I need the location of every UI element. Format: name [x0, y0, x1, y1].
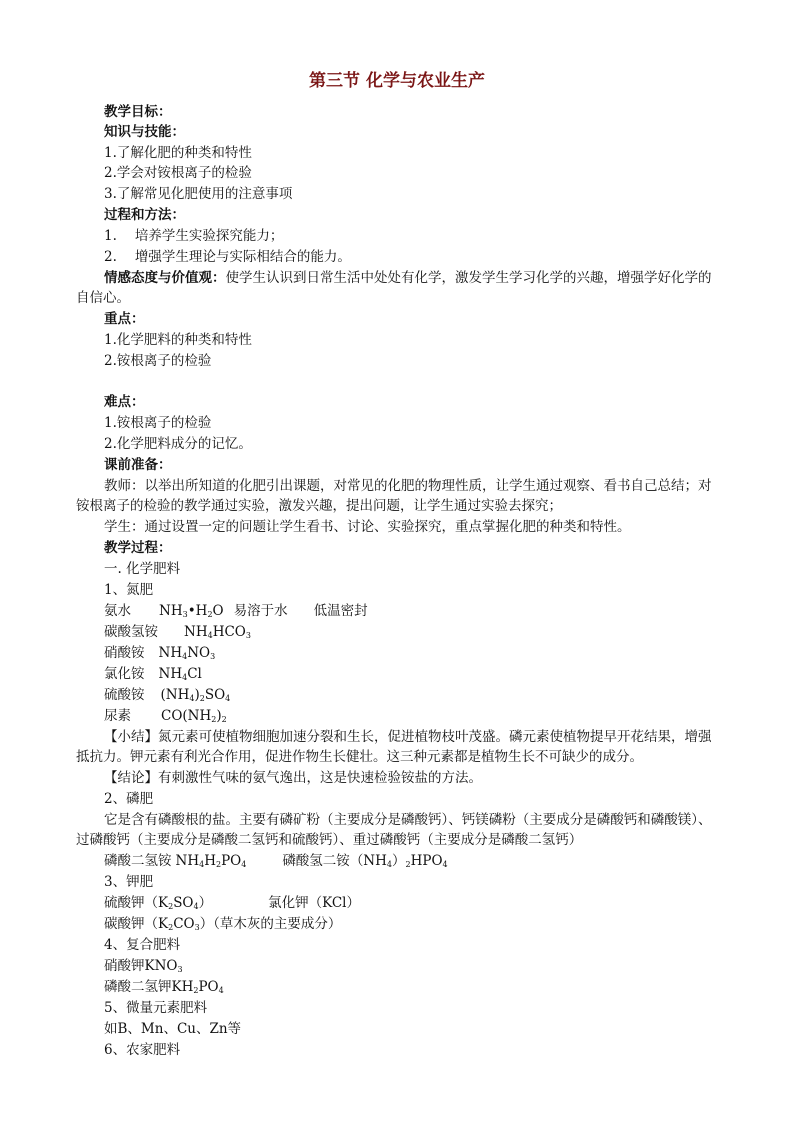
- list-item: 2.化学肥料成分的记忆。: [104, 436, 252, 452]
- formula: $NH_4H_2PO_4$: [175, 853, 247, 869]
- fertilizer-name: 磷酸二氢钾: [104, 979, 172, 995]
- formula: $(NH_4)_2SO_4$: [160, 687, 231, 703]
- fertilizer-name: 碳酸钾: [104, 916, 145, 932]
- fertilizer-name: 氯化铵: [104, 666, 145, 682]
- fertilizer-name: 磷酸氢二铵: [282, 853, 350, 869]
- formula: $KH_2PO_4$: [171, 979, 224, 995]
- formula: $NH_4Cl$: [158, 666, 202, 682]
- fertilizer-row: [104, 956, 183, 976]
- micro-text: 如B、Mn、Cu、Zn等: [104, 1021, 242, 1037]
- list-item: 2.学会对铵根离子的检验: [104, 165, 252, 181]
- fertilizer-row: [104, 977, 224, 997]
- fertilizer-name: 氨水: [104, 603, 131, 619]
- summary-paragraph: 【小结】氮元素可使植物细胞加速分裂和生长，促进植物枝叶茂盛。磷元素使植物提早开花结果，增强抵抗力。钾元素有利光合作用，促进作物生长健壮。这三种元素都是植物生长不可缺少的成分。: [76, 729, 712, 765]
- list-item: [104, 247, 351, 267]
- conclusion-paragraph: 【结论】有刺激性气味的氨气逸出，这是快速检验铵盐的方法。: [104, 770, 482, 786]
- item-text: 培养学生实验探究能力；: [134, 228, 284, 244]
- potassium-heading: 3、钾肥: [104, 874, 154, 890]
- teacher-paragraph: 教师：以举出所知道的化肥引出课题，对常见的化肥的物理性质，让学生通过观察、看书自己总结；对铵根离子的检验的教学通过实验，激发兴趣，提出问题，让学生通过实验去探究；: [76, 478, 712, 514]
- formula: $NH_4NO_3$: [158, 645, 216, 661]
- fertilizer-row: [104, 664, 202, 684]
- knowledge-heading: 知识与技能：: [104, 124, 185, 140]
- section-heading: 一. 化学肥料: [104, 561, 181, 577]
- list-item: 3.了解常见化肥使用的注意事项: [104, 186, 293, 202]
- formula: （KCl）: [308, 895, 360, 911]
- fertilizer-row: [104, 643, 215, 663]
- list-item: 1.化学肥料的种类和特性: [104, 332, 252, 348]
- list-item: 1.铵根离子的检验: [104, 415, 212, 431]
- fertilizer-row: [104, 914, 341, 934]
- page-title: 第三节 化学与农业生产: [309, 71, 485, 91]
- key-heading: 重点：: [104, 311, 145, 327]
- item-text: 增强学生理论与实际相结合的能力。: [134, 249, 351, 265]
- fertilizer-name: 磷酸二氢铵: [104, 853, 172, 869]
- item-number: 2.: [104, 249, 117, 265]
- phosphorus-paragraph: 它是含有磷酸根的盐。主要有磷矿粉（主要成分是磷酸钙）、钙镁磷粉（主要成分是磷酸钙和磷酸镁）、过磷酸钙（主要成分是磷酸二氢钙和硫酸钙）、重过磷酸钙（主要成分是磷酸二氢钙）: [76, 812, 712, 848]
- list-item: 1.了解化肥的种类和特性: [104, 145, 252, 161]
- property: 易溶于水: [233, 603, 288, 619]
- property: 低温密封: [313, 603, 368, 619]
- fertilizer-name: 尿素: [104, 708, 131, 724]
- formula: $CO(NH_2)_2$: [161, 708, 227, 724]
- formula: $(K_2CO_3)$（草木灰的主要成分）: [144, 916, 342, 932]
- process-heading: 过程和方法：: [104, 207, 185, 223]
- micro-heading: 5、微量元素肥料: [104, 1000, 208, 1016]
- prep-heading: 课前准备：: [104, 457, 172, 473]
- list-item: [104, 226, 283, 246]
- process2-heading: 教学过程：: [104, 540, 172, 556]
- fertilizer-name: 硫酸钾: [104, 895, 145, 911]
- goals-heading: 教学目标：: [104, 104, 172, 120]
- formula: $(K_2SO_4)$: [144, 895, 213, 911]
- list-item: 2.铵根离子的检验: [104, 353, 212, 369]
- fertilizer-row: [104, 893, 360, 913]
- formula: $KNO_3$: [144, 958, 183, 974]
- formula: $NH_3•H_2O$: [159, 603, 224, 619]
- emotion-text: 使学生认识到日常生活中处处有化学，激发学生学习化学的兴趣，增强学好化学的自信心。: [76, 270, 712, 306]
- emotion-label: 情感态度与价值观：: [104, 270, 226, 286]
- formula: $(NH_4)_2HPO_4$: [349, 853, 448, 869]
- farm-heading: 6、农家肥料: [104, 1042, 181, 1058]
- nitrogen-heading: 1、氮肥: [104, 582, 154, 598]
- fertilizer-name: 硝酸铵: [104, 645, 145, 661]
- fertilizer-name: 碳酸氢铵: [104, 624, 158, 640]
- fertilizer-row: [104, 601, 368, 621]
- fertilizer-name: 硫酸铵: [104, 687, 145, 703]
- fertilizer-row: [104, 851, 448, 871]
- student-paragraph: 学生：通过设置一定的问题让学生看书、讨论、实验探究，重点掌握化肥的种类和特性。: [104, 519, 631, 535]
- item-number: 1.: [104, 228, 117, 244]
- fertilizer-row: [104, 622, 251, 642]
- formula: $NH_4HCO_3$: [184, 624, 251, 640]
- compound-heading: 4、复合肥料: [104, 937, 181, 953]
- phosphorus-heading: 2、磷肥: [104, 791, 154, 807]
- difficult-heading: 难点：: [104, 394, 145, 410]
- fertilizer-row: [104, 685, 230, 705]
- fertilizer-name: 氯化钾: [268, 895, 309, 911]
- fertilizer-row: [104, 706, 227, 726]
- fertilizer-name: 硝酸钾: [104, 958, 145, 974]
- emotion-paragraph: [76, 268, 720, 308]
